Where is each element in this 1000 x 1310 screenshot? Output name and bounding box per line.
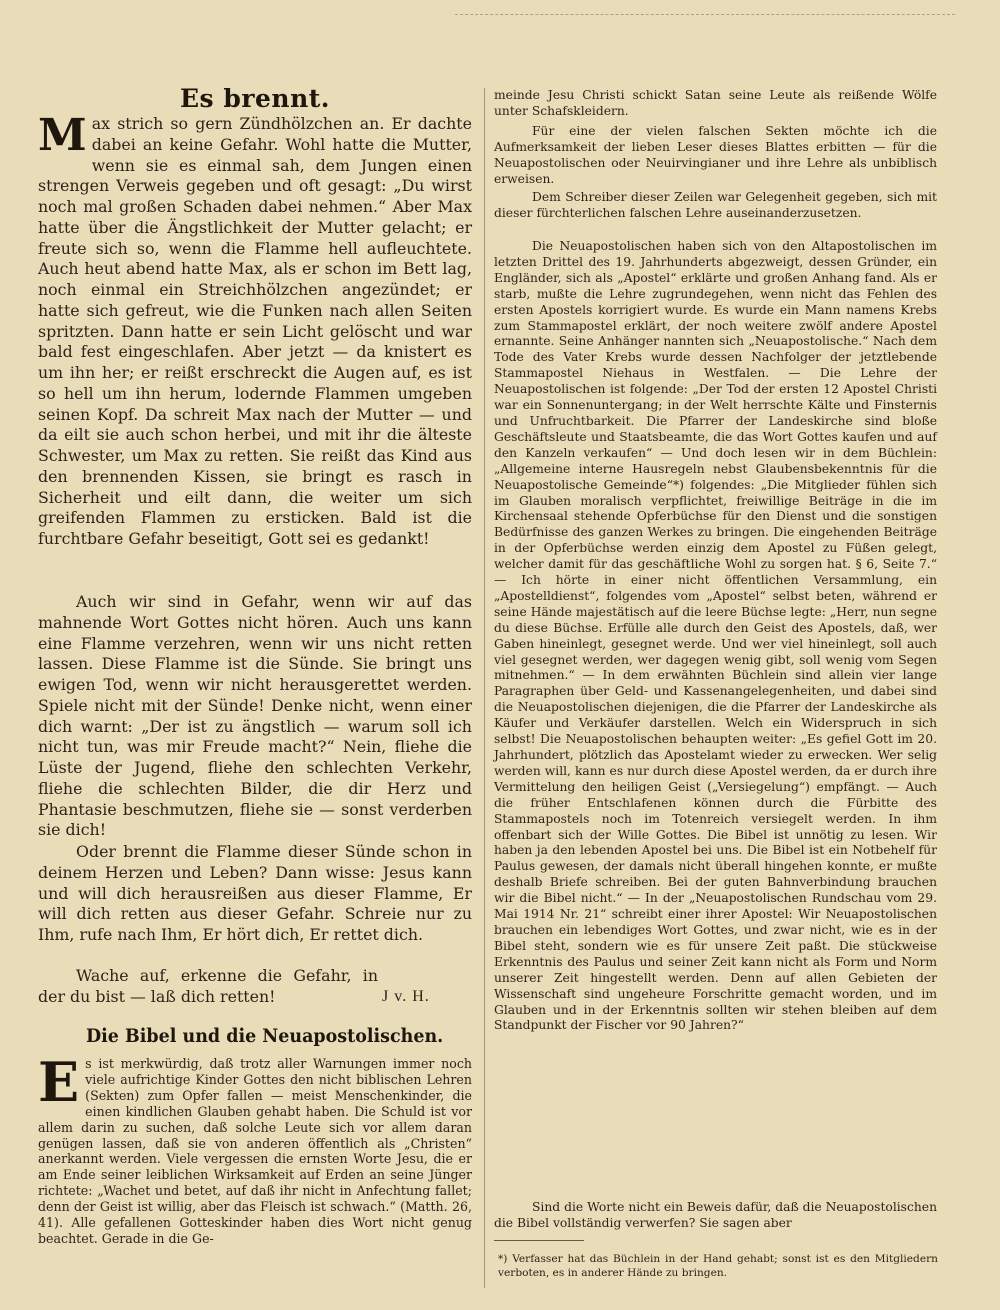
dropcap-m: M xyxy=(38,110,87,161)
article1-paragraph2: Auch wir sind in Gefahr, wenn wir auf das mahnende Wort Gottes nicht hören. Auch uns kann eine Flamme verzehren, wenn wir uns nicht retten lassen. Diese Flamme ist die Sünde. Sie bringt uns ewigen Tod, wenn wir nicht herausgerettet werden. Spiele nicht mit der Sünde! Denke nicht, wenn einer dich warnt: „Der ist zu ängstlich — warum soll ich nicht tun, was mir Freude macht?“ Nein, fliehe die Lüste der Jugend, fliehe den schlechten Verkehr, fliehe die schlechten Bilder, die dir Herz und Phantasie beschmutzen, fliehe sie — sonst verderben sie dich! xyxy=(38,592,472,840)
article2-paragraph3: Dem Schreiber dieser Zeilen war Gelegenheit gegeben, sich mit dieser fürchterlichen falschen Lehre auseinanderzusetzen. xyxy=(494,190,937,220)
article-title-es-brennt: Es brennt. xyxy=(180,84,330,113)
article2-paragraph1-block xyxy=(38,1050,472,1247)
author-signature: J v. H. xyxy=(382,988,430,1005)
article2-continuation: meinde Jesu Christi schickt Satan seine Leute als reißende Wölfe unter Schafskleidern. xyxy=(494,88,937,118)
footnote: *) Verfasser hat das Büchlein in der Hand gehabt; sonst ist es den Mitgliedern verboten, es in anderer Hände zu bringen. xyxy=(498,1253,938,1279)
article2-paragraph4: Die Neuapostolischen haben sich von den Altapostolischen im letzten Drittel des 19. Jahrhunderts abgezweigt, dessen Gründer, ein Engländer, sich als „Apostel“ erklärte und großen Anhang fand. Als er starb, mußte die Lehre zugrundegehen, wenn nicht das Fehlen des ersten Apostels korrigiert wurde. Es wurde ein Mann namens Krebs zum Stammapostel erklärt, der noch weitere zwölf andere Apostel ernannte. Seine Anhänger nannten sich „Neuapostolische.“ Nach dem Tode des Vater Krebs wurde dessen Nachfolger der jetztlebende Stammapostel Niehaus in Westfalen. — Die Lehre der Neuapostolischen ist folgende: „Der Tod der ersten 12 Apostel Christi war ein Sonnenuntergang; in der Welt herrschte Kälte und Finsternis und Unfruchtbarkeit. Die Pfarrer der Landeskirche sind bloße Geschäftsleute und Staatsbeamte, die das Wort Gottes kaufen und auf den Kanzeln verkaufen“ — Und doch lesen wir in dem Büchlein: „Allgemeine interne Hausregeln nebst Glaubensbekenntnis für die Neuapostolische Gemeinde“*) folgendes: „Die Mitglieder fühlen sich im Glauben moralisch verpflichtet, freiwillige Beiträge in die im Kirchensaal stehende Opferbüchse für den Dienst und die sonstigen Bedürfnisse des ganzen Werkes zu bringen. Die eingehenden Beiträge in der Opferbüchse werden einzig dem Apostel zu Füßen gelegt, welcher damit für das geschäftliche Wohl zu sorgen hat. § 6, Seite 7.“ — Ich hörte in einer nicht öffentlichen Versammlung, ein „Apostelldienst“, folgendes vom „Apostel“ selbst beten, während er seine Hände majestätisch auf die leere Büchse legte: „Herr, nun segne du diese Büchse. Erfülle alle durch den Geist des Apostels, daß, wer Gaben hineinlegt, gesegnet werde. Und wer viel hineinlegt, soll auch viel gesegnet werden, wer dagegen wenig gibt, soll wenig vom Segen mitnehmen.“ — In dem erwähnten Büchlein sind allein vier lange Paragraphen über Geld- und Kassenangelegenheiten, und dabei sind die Neuapostolischen diejenigen, die die Pfarrer der Landeskirche als Käufer und Verkäufer darstellen. Welch ein Widerspruch in sich selbst! Die Neuapostolischen behaupten weiter: „Es gefiel Gott im 20. Jahrhundert, plötzlich das Apostelamt wieder zu erwecken. Wer selig werden will, kann es nur durch diese Apostel werden, da er durch ihre Vermittelung den heiligen Geist („Versiegelung“) empfängt. — Auch die früher Entschlafenen können durch die Fürbitte des Stammapostels noch im Totenreich versiegelt werden. In ihm offenbart sich der Wille Gottes. Die Bibel ist unnötig zu lesen. Wir haben ja den lebenden Apostel bei uns. Die Bibel ist ein Notbehelf für Paulus gewesen, der damals nicht überall hingehen konnte, er mußte deshalb Briefe schreiben. Bei der guten Bahnverbindung brauchen wir die Bibel nicht.“ — In der „Neuapostolischen Rundschau vom 29. Mai 1914 Nr. 21“ schreibt einer ihrer Apostel: Wir Neuapostolischen brauchen ein lebendiges Wort Gottes, und zwar nicht, wie es in der Bibel steht, sondern wie es für unsere Zeit paßt. Die stückweise Erkenntnis des Paulus und seiner Zeit kann nicht als Form und Norm unserer Zeit hingestellt werden. Denn auf allen Gebieten der Wissenschaft sind ungeheure Forschritte gemacht worden, und im Glauben und in der Erkenntnis sollten wir stehen bleiben auf dem Standpunkt der Fischer vor 90 Jahren?“ xyxy=(494,239,937,1033)
top-edge-rule xyxy=(455,14,955,16)
footnote-rule xyxy=(494,1240,584,1241)
article2-paragraph2: Für eine der vielen falschen Sekten möchte ich die Aufmerksamkeit der lieben Leser dieses Blattes erbitten — für die Neuapostolischen oder Neuirvingianer und ihre Lehre als unbiblisch erweisen. xyxy=(494,124,937,186)
article2-paragraph1: s ist merkwürdig, daß trotz aller Warnungen immer noch viele aufrichtige Kinder Gottes den nicht biblischen Lehren (Sekten) zum Opfer fallen — meist Menschenkinder, die einen kindlichen Glauben gehabt haben. Die Schuld ist vor allem darin zu suchen, daß solche Leute sich vor allem daran genügen lassen, daß sie von anderen öffentlich als „Christen“ anerkannt werden. Viele vergessen die ernsten Worte Jesu, die er am Ende seiner leiblichen Wirksamkeit auf Erden an seine Jünger richtete: „Wachet und betet, auf daß ihr nicht in Anfechtung fallet; denn der Geist ist willig, aber das Fleisch ist schwach.“ (Matth. 26, 41). Alle gefallenen Gotteskinder haben dies Wort nicht genug beachtet. Gerade in die Ge- xyxy=(38,1056,472,1246)
column-divider xyxy=(484,88,485,1288)
article1-paragraph1: ax strich so gern Zündhölzchen an. Er dachte dabei an keine Gefahr. Wohl hatte die Mutter, wenn sie es einmal sah, dem Jungen einen strengen Verweis gegeben und oft gesagt: „Du wirst noch mal großen Schaden dabei nehmen.“ Aber Max hatte über die Ängstlichkeit der Mutter gelacht; er freute sich so, wenn die Flamme hell aufleuchtete. Auch heut abend hatte Max, als er schon im Bett lag, noch einmal ein Streichhölzchen angezündet; er hatte sich gefreut, wie die Funken nach allen Seiten spritzten. Dann hatte er sein Licht gelöscht und war bald fest eingeschlafen. Aber jetzt — da knistert es um ihn her; er reißt erschreckt die Augen auf, es ist so hell um ihn herum, lodernde Flammen umgeben seinen Kopf. Da schreit Max nach der Mutter — und da eilt sie auch schon herbei, und mit ihr die älteste Schwester, um Max zu retten. Sie reißt das Kind aus den brennenden Kissen, sie bringt es rasch in Sicherheit und eilt dann, die weiter um sich greifenden Flammen zu ersticken. Bald ist die furchtbare Gefahr beseitigt, Gott sei es gedankt! xyxy=(38,114,472,548)
article2-paragraph5: Sind die Worte nicht ein Beweis dafür, daß die Neuapostolischen die Bibel vollständig verwerfen? Sie sagen aber xyxy=(494,1200,937,1230)
article-title-bibel: Die Bibel und die Neuapostolischen. xyxy=(86,1025,444,1047)
dropcap-e: E xyxy=(38,1050,80,1114)
article1-paragraph4: Wache auf, erkenne die Gefahr, in der du bist — laß dich retten! xyxy=(38,966,378,1006)
article1-paragraph1-block xyxy=(38,110,472,550)
article1-paragraph3: Oder brennt die Flamme dieser Sünde schon in deinem Herzen und Leben? Dann wisse: Jesus kann und will dich herausreißen aus dieser Flamme, Er will dich retten aus dieser Gefahr. Schreie nur zu Ihm, rufe nach Ihm, Er hört dich, Er rettet dich. xyxy=(38,842,472,944)
